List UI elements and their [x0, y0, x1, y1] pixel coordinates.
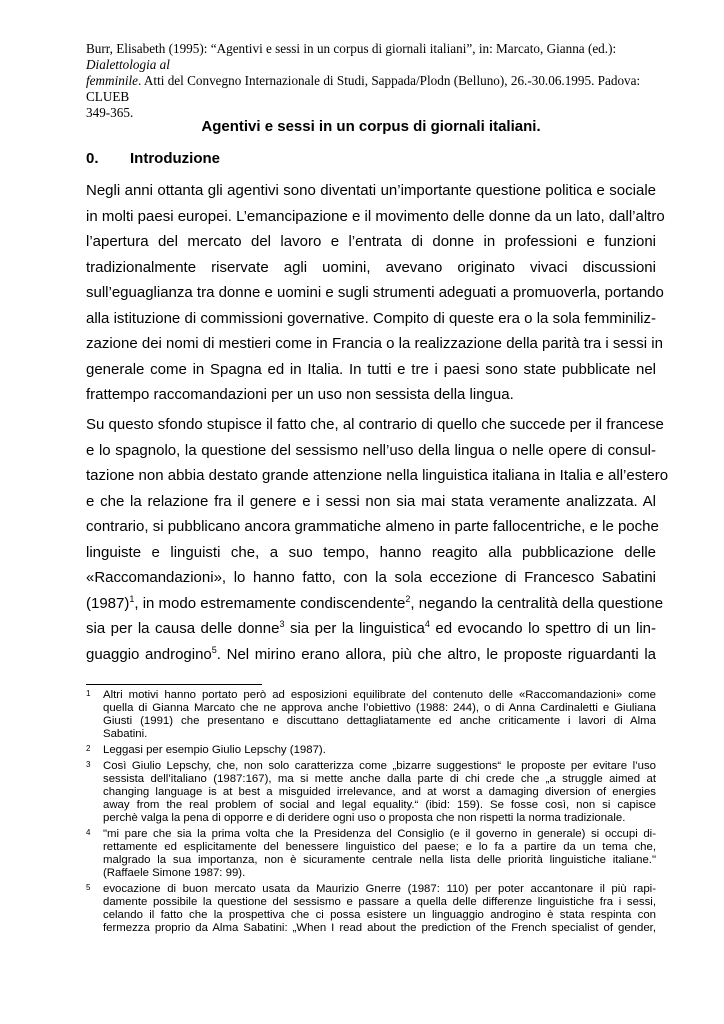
footnote-ref-4[interactable]: 4 — [424, 619, 430, 629]
footnote-line: away from the real problem of social and legal equality.“ (ibid: 159). Se fosse così, non si capisce — [103, 799, 656, 811]
text-line: e che la relazione fra il genere e i sessi non sia mai stata veramente analizzata. Al — [86, 492, 656, 510]
paragraph-2 — [86, 412, 669, 667]
text-line: Negli anni ottanta gli agentivi sono diventati un’importante questione politica e sociale — [86, 182, 656, 199]
footnote-line: Così Giulio Lepschy, che, non solo caratterizza come „bizarre suggestions“ le proposte per evitare l’uso — [103, 760, 656, 772]
footnote-line: quella di Gianna Marcato che ne approva anche l’obiettivo (1988: 244), o di Anna Cardinaletti e Giuliana — [103, 702, 656, 714]
footnote-line: rettamente ed esplicitamente del benessere linguistico del paese; e lo fa a partire da un tema che, — [103, 841, 656, 853]
text-line: guaggio androgino$^5$. Nel mirino erano allora, più che altro, le proposte riguardanti la — [86, 644, 656, 663]
text-line: sia per la causa delle donne$^3$ sia per la linguistica$^4$ ed evocando lo spettro di un lin- — [86, 619, 656, 637]
text-line: contrario, si pubblicano ancora grammatiche almeno in parte fallocentriche, e le poche — [86, 518, 659, 535]
section-label: Introduzione — [130, 150, 220, 167]
text-line: sull’eguaglianza tra donne e uomini e sugli strumenti adeguati a promuoverla, portando — [86, 284, 664, 301]
text-line: alla istituzione di commissioni governative. Compito di queste era o la sola femminiliz- — [86, 309, 656, 327]
footnote-line: perchè valga la pena di opporre e di deridere ogni uso o proposta che non rispetti la norma tradizionale. — [103, 812, 626, 824]
text-line: tazione non abbia destato grande attenzione nella linguistica italiana in Italia e all’estero — [86, 467, 669, 484]
footnote-number: 3 — [86, 760, 91, 769]
citation-line: 349-365. — [86, 105, 134, 120]
footnotes — [86, 689, 656, 938]
footnote-line: "mi pare che sia la prima volta che la Presidenza del Consiglio (e il governo in generale) si occupi di- — [103, 828, 656, 840]
text-line: in molti paesi europei. L’emancipazione e il movimento delle donne da un lato, dall’altro — [86, 207, 665, 225]
footnote-separator — [86, 684, 262, 685]
citation-line: femminile. Atti del Convegno Internazionale di Studi, Sappada/Plodn (Belluno), 26.-30.06.1995. Padova: CLUEB — [86, 73, 641, 104]
text-line: «Raccomandazioni», lo hanno fatto, con la sola eccezione di Francesco Sabatini — [86, 569, 656, 586]
footnote-line: celando il fatto che la prospettiva che ci possa esistere un linguaggio androgino è stata respinta con — [103, 909, 656, 921]
citation-line: Burr, Elisabeth (1995): “Agentivi e sessi in un corpus di giornali italiani”, in: Marcato, Gianna (ed.): Dialettologia al — [86, 41, 617, 72]
bibliographic-citation — [86, 41, 656, 121]
text-line: e lo spagnolo, la questione del sessismo nell’uso della lingua o nelle opere di consul- — [86, 441, 656, 459]
footnote-1 — [86, 689, 656, 741]
footnote-ref-2[interactable]: 2 — [405, 593, 411, 604]
footnote-line: (Raffaele Simone 1987: 99). — [103, 867, 246, 879]
text-line: frattempo raccomandazioni per un uso non sessista della lingua. — [86, 386, 514, 403]
footnote-line: Leggasi per esempio Giulio Lepschy (1987). — [103, 744, 326, 756]
section-heading — [86, 149, 656, 169]
footnote-line: Giusti (1991) che presentano e discuttano dettagliatamente ed anche criticamente i lavori di Alma — [103, 715, 656, 727]
footnote-line: Sabatini. — [103, 728, 148, 740]
footnote-number: 4 — [86, 828, 91, 837]
text-line: Su questo sfondo stupisce il fatto che, al contrario di quello che succede per il francese — [86, 416, 664, 433]
article-title: Agentivi e sessi in un corpus di giornali italiani. — [201, 118, 541, 135]
text-line: l’apertura del mercato del lavoro e l’entrata di donne in professioni e funzioni — [86, 233, 656, 250]
text-line: linguiste e linguisti che, a suo tempo, hanno reagito alla pubblicazione delle — [86, 543, 656, 561]
footnote-5 — [86, 883, 656, 935]
footnote-number: 5 — [86, 883, 91, 892]
footnote-3 — [86, 760, 656, 825]
footnote-2 — [86, 744, 656, 757]
footnote-ref-1[interactable]: 1 — [129, 593, 135, 604]
text-line: $(1987)^1$, in modo estremamente condiscendente$^2$, negando la centralità della questione — [86, 593, 664, 612]
footnote-number: 2 — [86, 744, 91, 753]
text-line: generale come in Spagna ed in Italia. In tutti e tre i paesi sono state pubblicate nel — [86, 360, 656, 378]
footnote-line: changing language is at best a misguided irrelevance, and at worst a damaging diversion of energies — [103, 786, 656, 798]
footnote-4 — [86, 828, 656, 880]
footnote-ref-3[interactable]: 3 — [279, 619, 285, 629]
footnote-line: malgrado la sua importanza, non è sicuramente centrale nella lista delle priorità linguistiche italiane." — [103, 854, 656, 866]
footnote-line: damente possibile la questione del sessismo e passare a quella delle differenze linguistiche fra i sessi, — [103, 896, 656, 908]
footnote-number: 1 — [86, 689, 91, 698]
text-line: zazione dei nomi di mestieri come in Francia o la realizzazione della parità tra i sessi in — [86, 335, 663, 352]
paragraph-1 — [86, 178, 665, 408]
footnote-line: sessista dell’italiano (1987:167), ma si mette anche dalla parte di chi crede che „a struggle aimed at — [103, 773, 656, 785]
text-line: tradizionalmente riservate agli uomini, avevano originato vivaci discussioni — [86, 258, 656, 276]
footnote-line: Altri motivi hanno portato però ad esposizioni equilibrate del contenuto delle «Raccomandazioni» come — [103, 689, 656, 701]
footnote-ref-5[interactable]: 5 — [211, 644, 217, 655]
section-number: 0. — [86, 150, 99, 167]
footnote-line: evocazione di buon mercato usata da Maurizio Gnerre (1987: 110) per poter accantonare il più rapi- — [103, 883, 656, 895]
footnote-line: fermezza proprio da Alma Sabatini: „When I read about the prediction of the French specialist of gender, — [103, 922, 656, 934]
